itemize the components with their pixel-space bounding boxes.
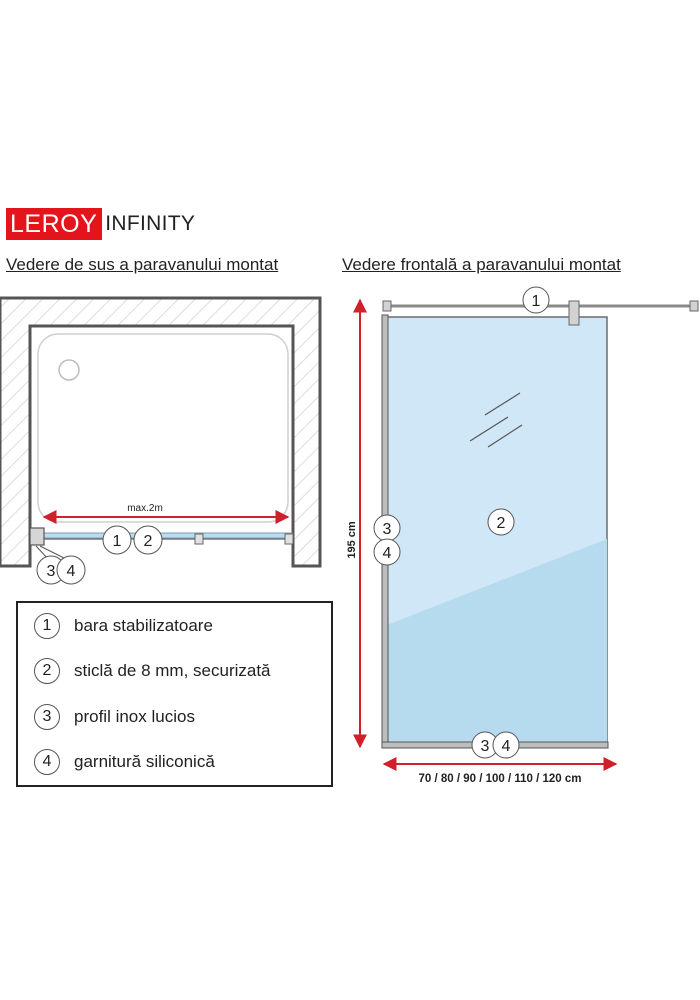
front-callout-3-bottom-label: 3: [480, 738, 490, 755]
legend-box: [16, 601, 333, 787]
top-callout-2-label: 2: [143, 533, 153, 550]
width-label: 70 / 80 / 90 / 100 / 110 / 120 cm: [418, 773, 582, 785]
bar-wall-mount-left: [383, 301, 391, 311]
wall-profile-top: [30, 528, 44, 545]
drain: [59, 360, 79, 380]
top-callout-4-label: 4: [66, 563, 76, 580]
legend-item-1: [34, 613, 213, 639]
brand-logo: [6, 208, 195, 240]
top-view-heading: Vedere de sus a paravanului montat: [6, 255, 279, 274]
legend-number-1: 1: [34, 613, 60, 639]
legend-item-2: [34, 658, 271, 684]
front-callout-1-label: 1: [531, 293, 541, 310]
bar-wall-mount-right: [690, 301, 698, 311]
span-label: max.2m: [127, 503, 163, 514]
front-callout-3-side-label: 3: [382, 521, 392, 538]
legend-text-3: profil inox lucios: [74, 707, 195, 726]
bar-clamp-top: [195, 534, 203, 544]
logo-product-line: INFINITY: [105, 212, 196, 235]
front-view-heading: Vedere frontală a paravanului montat: [342, 255, 621, 274]
legend-number-4: 4: [34, 749, 60, 775]
legend-text-2: sticlă de 8 mm, securizată: [74, 661, 271, 680]
height-label: 195 cm: [346, 521, 358, 559]
front-callout-4-side-label: 4: [382, 545, 392, 562]
top-view-diagram: [0, 290, 330, 590]
top-callout-3-label: 3: [46, 563, 56, 580]
legend-item-4: [34, 749, 215, 775]
logo-brand: LEROY: [6, 208, 102, 240]
front-callout-2-label: 2: [496, 515, 506, 532]
bar-endcap-top: [285, 534, 293, 544]
legend-number-2: 2: [34, 658, 60, 684]
top-callout-1-label: 1: [112, 533, 122, 550]
front-callout-4-bottom-label: 4: [501, 738, 511, 755]
front-view-diagram: [340, 285, 700, 790]
legend-text-4: garnitură siliconică: [74, 752, 215, 771]
legend-text-1: bara stabilizatoare: [74, 616, 213, 635]
legend-item-3: [34, 704, 195, 730]
glass-panel-top: [36, 533, 292, 538]
bar-glass-clamp: [569, 301, 579, 325]
legend-number-3: 3: [34, 704, 60, 730]
